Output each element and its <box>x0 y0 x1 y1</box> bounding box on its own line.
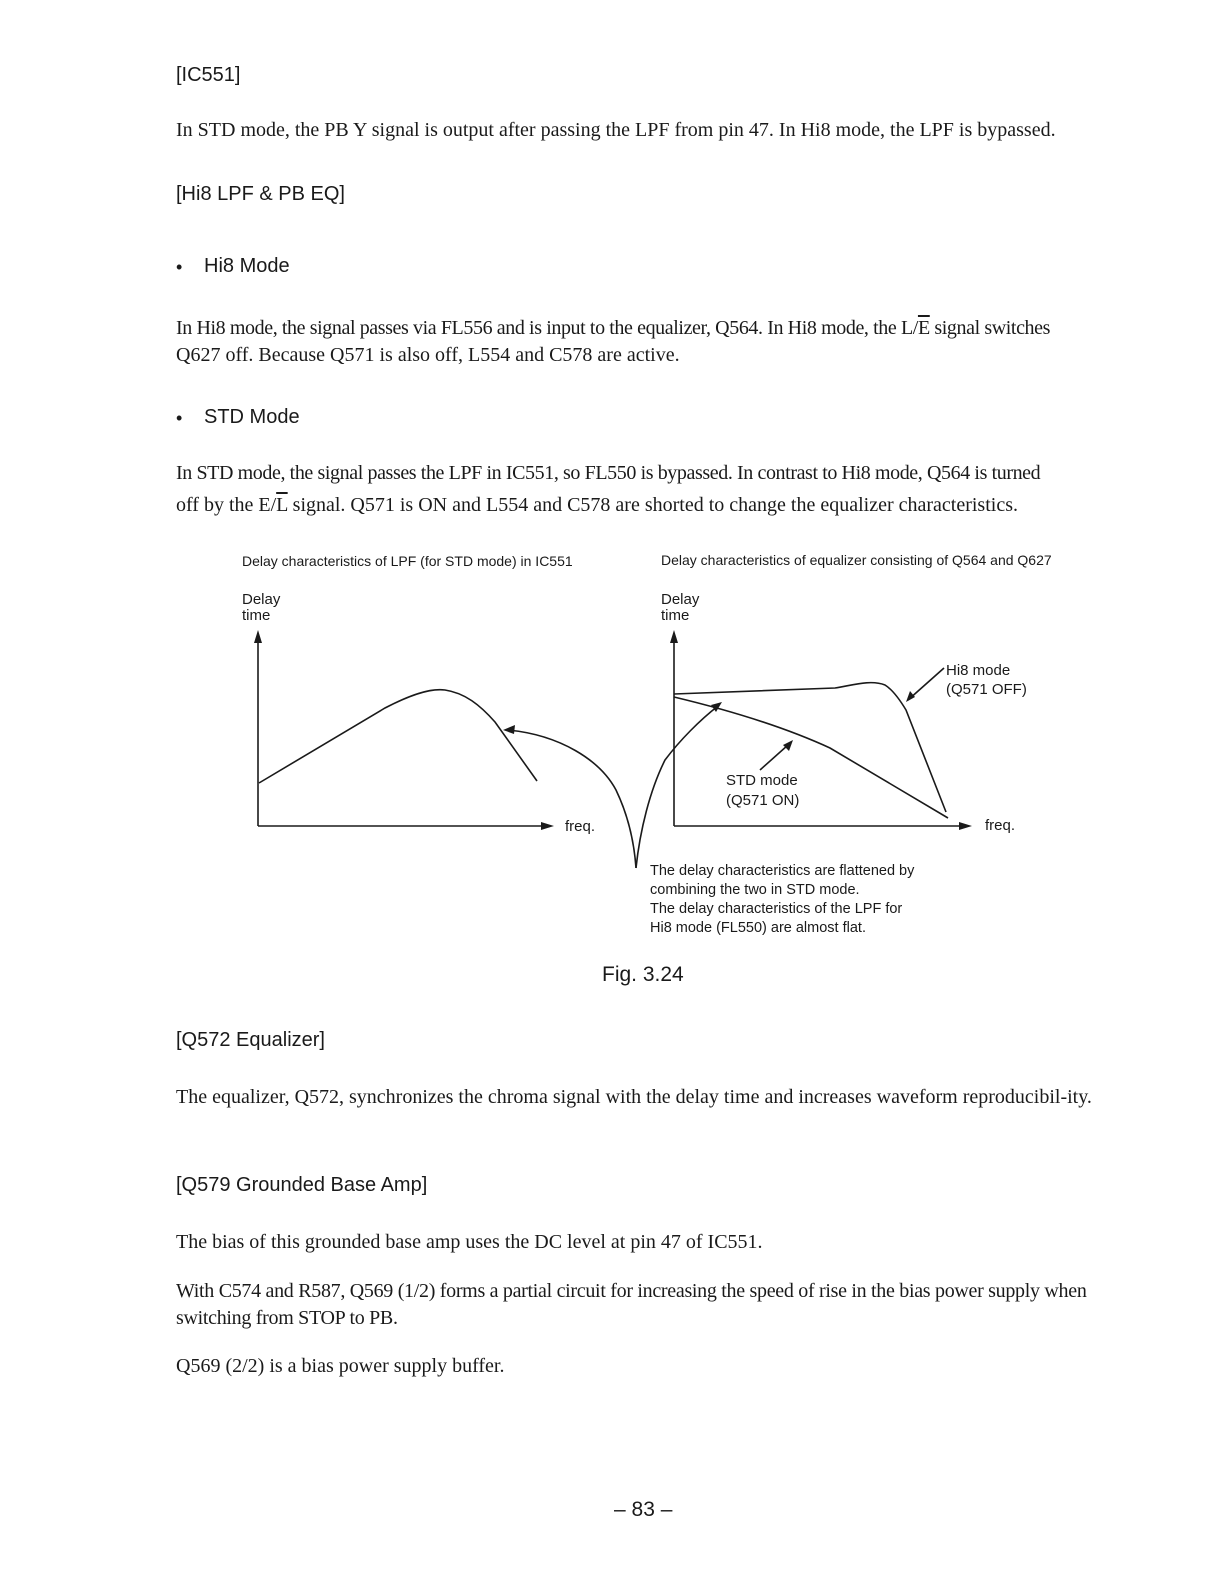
std-text-overline-l: $\overline{L}$ <box>276 494 288 516</box>
left-ylabel-line2: time <box>242 607 271 624</box>
section-heading-ic551: [IC551] <box>176 64 241 86</box>
connector-left-arrowhead <box>503 725 515 734</box>
figure-note-line3: The delay characteristics of the LPF for <box>650 901 903 917</box>
left-x-arrowhead <box>541 822 554 830</box>
paragraph-hi8-line1 <box>176 315 1116 342</box>
section-heading-q572: [Q572 Equalizer] <box>176 1029 325 1051</box>
std-leader-line <box>760 745 788 770</box>
hi8-mode-label-line2: (Q571 OFF) <box>946 681 1027 698</box>
left-xlabel: freq. <box>565 818 596 835</box>
hi8-mode-label-line1: Hi8 mode <box>946 662 1011 679</box>
left-chart-title: Delay characteristics of LPF (for STD mode) in IC551 <box>242 553 573 569</box>
right-xlabel: freq. <box>985 817 1016 834</box>
hi8-leader-line <box>908 668 944 700</box>
right-y-arrowhead <box>670 630 678 643</box>
figure-note-line1: The delay characteristics are flattened by <box>650 863 915 879</box>
page-number: – 83 – <box>614 1498 673 1521</box>
std-leader-arrowhead <box>783 740 793 751</box>
bullet-dot-hi8: • <box>176 257 183 277</box>
connector-right-arrowhead <box>711 702 722 712</box>
bullet-hi8-mode: Hi8 Mode <box>204 255 290 277</box>
hi8-delay-curve <box>674 683 946 812</box>
right-ylabel-line2: time <box>661 607 690 624</box>
connector-right-arm <box>636 706 718 868</box>
std-text-part1: off by the E/ <box>176 494 277 516</box>
hi8-leader-arrowhead <box>906 691 915 702</box>
connector-left-arm <box>508 730 636 868</box>
std-delay-curve <box>674 697 948 818</box>
left-y-arrowhead <box>254 630 262 643</box>
figure-caption: Fig. 3.24 <box>602 963 684 986</box>
std-text-part2: signal. Q571 is ON and L554 and C578 are shorted to change the equalizer characteristics. <box>287 494 1018 516</box>
paragraph-std-line2 <box>176 492 1116 519</box>
right-chart-title: Delay characteristics of equalizer consisting of Q564 and Q627 <box>661 552 1052 568</box>
std-mode-label-line2: (Q571 ON) <box>726 792 800 809</box>
paragraph-q579-1: The bias of this grounded base amp uses the DC level at pin 47 of IC551. <box>176 1231 763 1253</box>
bullet-dot-std: • <box>176 408 183 428</box>
section-heading-hi8-lpf: [Hi8 LPF & PB EQ] <box>176 183 345 205</box>
figure-note-line4: Hi8 mode (FL550) are almost flat. <box>650 920 866 936</box>
std-mode-label-line1: STD mode <box>726 772 798 789</box>
paragraph-hi8-line2: Q627 off. Because Q571 is also off, L554 and C578 are active. <box>176 344 680 366</box>
hi8-text-overline-e: $\overline{E}$ <box>917 317 930 339</box>
right-ylabel-line1: Delay <box>661 591 700 608</box>
hi8-text-part2: signal switches <box>929 317 1051 339</box>
right-x-arrowhead <box>959 822 972 830</box>
section-heading-q579: [Q579 Grounded Base Amp] <box>176 1174 428 1196</box>
paragraph-ic551: In STD mode, the PB Y signal is output after passing the LPF from pin 47. In Hi8 mode, the LPF is bypassed. <box>176 119 1056 141</box>
paragraph-q579-2: With C574 and R587, Q569 (1/2) forms a partial circuit for increasing the speed of rise in the bias power supply when switching from STOP to PB. <box>176 1280 1087 1329</box>
hi8-text-part1: In Hi8 mode, the signal passes via FL556 and is input to the equalizer, Q564. In Hi8 mode, the L/ <box>176 317 918 339</box>
left-delay-curve <box>259 690 537 783</box>
paragraph-std-line1: In STD mode, the signal passes the LPF in IC551, so FL550 is bypassed. In contrast to Hi8 mode, Q564 is turned <box>176 462 1041 484</box>
bullet-std-mode: STD Mode <box>204 406 300 428</box>
figure-note-line2: combining the two in STD mode. <box>650 882 860 898</box>
paragraph-q572: The equalizer, Q572, synchronizes the chroma signal with the delay time and increases waveform reproducibil-ity. <box>176 1086 1092 1108</box>
left-ylabel-line1: Delay <box>242 591 281 608</box>
paragraph-q579-3: Q569 (2/2) is a bias power supply buffer. <box>176 1355 505 1377</box>
